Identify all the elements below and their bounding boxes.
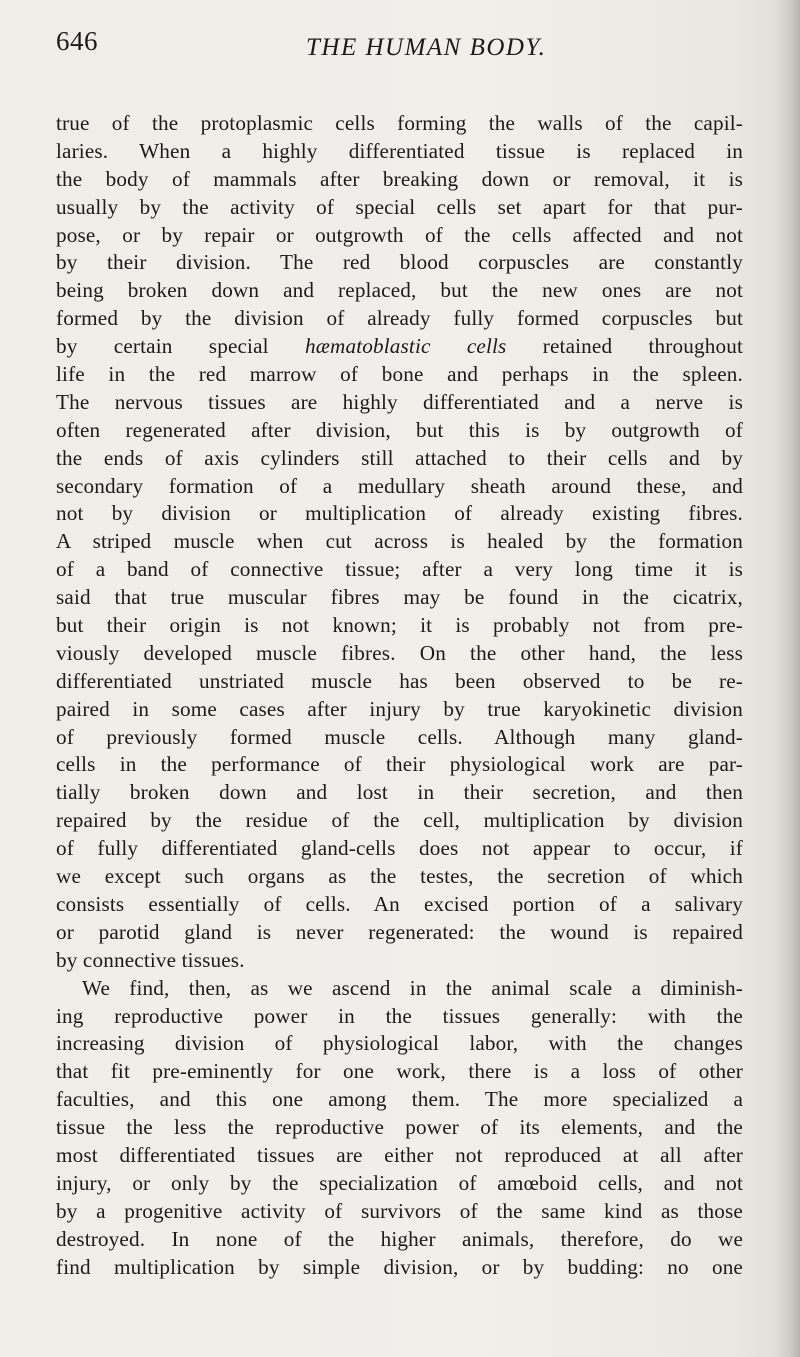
text-line: differentiated unstriated muscle has been observed to be re- bbox=[56, 668, 743, 693]
text-line: injury, or only by the specialization of amœboid cells, and not bbox=[56, 1170, 743, 1195]
text-line: destroyed. In none of the higher animals, therefore, do we bbox=[56, 1226, 743, 1251]
text-line: by their division. The red blood corpuscles are constantly bbox=[56, 250, 743, 275]
text-line: that fit pre-eminently for one work, there is a loss of other bbox=[56, 1059, 743, 1084]
text-line: tissue the less the reproductive power of its elements, and the bbox=[56, 1115, 743, 1140]
text-line: The nervous tissues are highly differentiated and a nerve is bbox=[56, 389, 743, 414]
text-line: life in the red marrow of bone and perhaps in the spleen. bbox=[56, 362, 743, 387]
text-line: consists essentially of cells. An excised portion of a salivary bbox=[56, 891, 743, 916]
text-line: tially broken down and lost in their secretion, and then bbox=[56, 780, 743, 805]
text-line: or parotid gland is never regenerated: the wound is repaired bbox=[56, 919, 743, 944]
text-line: cells in the performance of their physiological work are par- bbox=[56, 752, 743, 777]
text-line: ing reproductive power in the tissues generally: with the bbox=[56, 1003, 743, 1028]
text-line: find multiplication by simple division, or by budding: no one bbox=[56, 1254, 743, 1279]
italic-term: hæmatoblastic cells bbox=[305, 334, 507, 359]
text-line: by connective tissues. bbox=[56, 947, 245, 972]
text-line: we except such organs as the testes, the secretion of which bbox=[56, 864, 743, 889]
text-line: often regenerated after division, but this is by outgrowth of bbox=[56, 417, 743, 442]
text-run: by certain special bbox=[56, 334, 305, 359]
text-line: pose, or by repair or outgrowth of the cells affected and not bbox=[56, 222, 743, 247]
text-line: usually by the activity of special cells set apart for that pur- bbox=[56, 194, 743, 219]
text-line: true of the protoplasmic cells forming the walls of the capil- bbox=[56, 111, 743, 135]
text-line: the ends of axis cylinders still attached to their cells and by bbox=[56, 445, 743, 470]
text-line bbox=[56, 333, 743, 361]
text-line: being broken down and replaced, but the new ones are not bbox=[56, 278, 743, 303]
text-line: faculties, and this one among them. The more specialized a bbox=[56, 1087, 743, 1112]
page-number: 646 bbox=[56, 26, 98, 56]
text-line: A striped muscle when cut across is healed by the formation bbox=[56, 529, 743, 554]
text-line: by a progenitive activity of survivors of the same kind as those bbox=[56, 1198, 743, 1223]
text-line: laries. When a highly differentiated tissue is replaced in bbox=[56, 138, 743, 163]
text-line: increasing division of physiological labor, with the changes bbox=[56, 1031, 743, 1056]
text-line: viously developed muscle fibres. On the other hand, the less bbox=[56, 640, 743, 665]
text-line: paired in some cases after injury by true karyokinetic division bbox=[56, 696, 743, 721]
text-line: of a band of connective tissue; after a very long time it is bbox=[56, 557, 743, 582]
text-line: formed by the division of already fully formed corpuscles but bbox=[56, 306, 743, 331]
text-line: not by division or multiplication of already existing fibres. bbox=[56, 501, 743, 526]
running-title: THE HUMAN BODY. bbox=[306, 34, 547, 61]
text-line: secondary formation of a medullary sheath around these, and bbox=[56, 473, 743, 498]
body-text bbox=[56, 110, 743, 1281]
page-edge-shadow bbox=[776, 0, 800, 1357]
text-line: but their origin is not known; it is probably not from pre- bbox=[56, 613, 743, 638]
text-line: of previously formed muscle cells. Although many gland- bbox=[56, 724, 743, 749]
text-line: the body of mammals after breaking down or removal, it is bbox=[56, 166, 743, 191]
text-line: We find, then, as we ascend in the animal scale a diminish- bbox=[82, 975, 743, 1000]
text-line: said that true muscular fibres may be found in the cicatrix, bbox=[56, 585, 743, 610]
running-head bbox=[56, 26, 746, 66]
text-run: retained throughout bbox=[506, 334, 743, 359]
text-line: most differentiated tissues are either not reproduced at all after bbox=[56, 1142, 743, 1167]
text-line: of fully differentiated gland-cells does not appear to occur, if bbox=[56, 836, 743, 861]
text-line: repaired by the residue of the cell, multiplication by division bbox=[56, 808, 743, 833]
